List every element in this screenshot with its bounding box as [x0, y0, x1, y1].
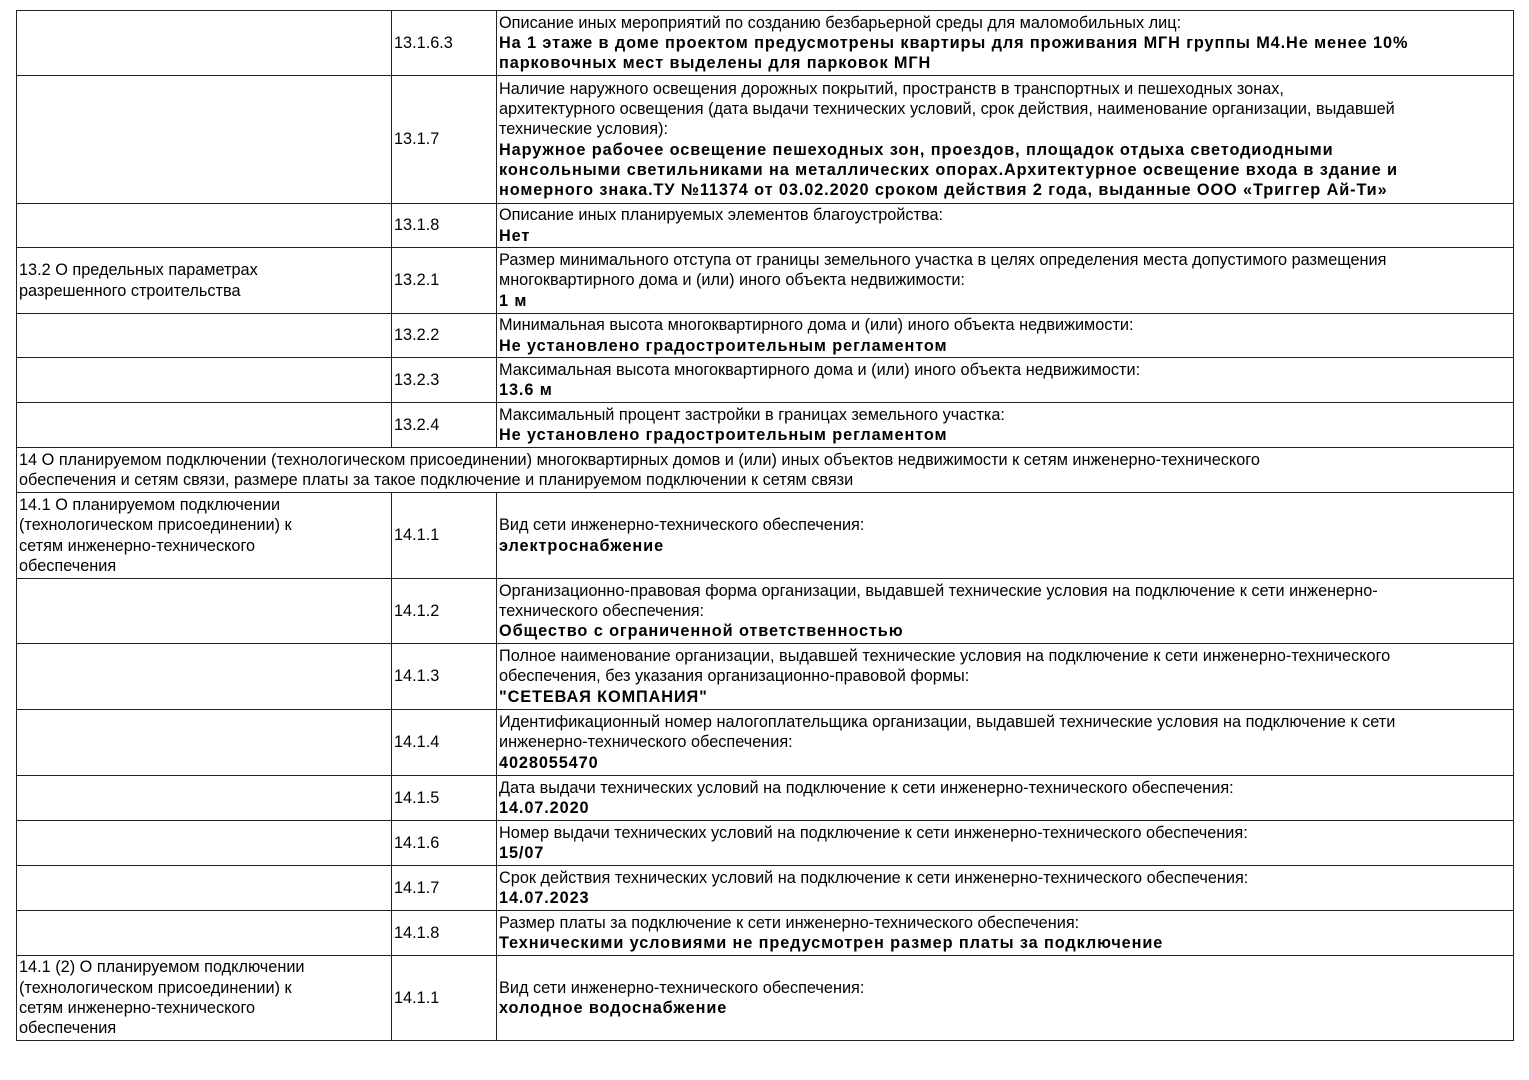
- section-cell: [17, 11, 392, 76]
- content-cell: [497, 710, 1514, 776]
- section-cell: [17, 248, 392, 314]
- field-label: технического обеспечения:: [499, 601, 705, 620]
- field-label: Номер выдачи технических условий на подключение к сети инженерно-технического обеспечения:: [499, 823, 1248, 842]
- field-label: Вид сети инженерно-технического обеспечения:: [499, 516, 865, 535]
- code-cell: [392, 644, 497, 710]
- item-code: 13.1.6.3: [394, 33, 453, 52]
- table-row: [17, 314, 1514, 358]
- field-label: Максимальная высота многоквартирного дома и (или) иного объекта недвижимости:: [499, 360, 1141, 379]
- code-cell: [392, 579, 497, 644]
- field-label: обеспечения, без указания организационно-правовой формы:: [499, 667, 970, 686]
- section-cell: [17, 644, 392, 710]
- table-row: [17, 248, 1514, 314]
- section-title: обеспечения: [19, 1019, 117, 1038]
- item-code: 14.1.1: [394, 988, 440, 1007]
- code-cell: [392, 776, 497, 821]
- table-row: [17, 866, 1514, 911]
- code-cell: [392, 358, 497, 403]
- table-row: [17, 911, 1514, 956]
- table-row: [17, 204, 1514, 248]
- field-label: Описание иных мероприятий по созданию безбарьерной среды для маломобильных лиц:: [499, 13, 1182, 32]
- section-title: обеспечения: [19, 556, 117, 575]
- field-value: парковочных мест выделены для парковок МГН: [499, 54, 932, 73]
- field-label: Полное наименование организации, выдавшей технические условия на подключение к сети инженерно-технического: [499, 647, 1391, 666]
- section-cell: [17, 821, 392, 866]
- section-title: 14.1 О планируемом подключении: [19, 495, 281, 514]
- section-cell: [17, 776, 392, 821]
- item-code: 14.1.7: [394, 878, 440, 897]
- section-cell: [17, 579, 392, 644]
- field-label: технические условия):: [499, 120, 669, 139]
- field-label: многоквартирного дома и (или) иного объекта недвижимости:: [499, 271, 965, 290]
- code-cell: [392, 11, 497, 76]
- content-cell: [497, 403, 1514, 448]
- field-value: 14.07.2020: [499, 799, 590, 817]
- table-row: [17, 11, 1514, 76]
- content-cell: [497, 314, 1514, 358]
- code-cell: [392, 710, 497, 776]
- field-value: 15/07: [499, 844, 545, 862]
- field-label: Дата выдачи технических условий на подключение к сети инженерно-технического обеспечения:: [499, 778, 1234, 797]
- code-cell: [392, 204, 497, 248]
- table-row: [17, 956, 1514, 1041]
- table-row: [17, 358, 1514, 403]
- item-code: 14.1.4: [394, 733, 440, 752]
- code-cell: [392, 493, 497, 579]
- content-cell: [497, 76, 1514, 204]
- content-cell: [497, 358, 1514, 403]
- section-cell: [17, 314, 392, 358]
- code-cell: [392, 76, 497, 204]
- code-cell: [392, 248, 497, 314]
- document-table: [16, 10, 1514, 1041]
- field-label: инженерно-технического обеспечения:: [499, 733, 793, 752]
- section-cell: [17, 204, 392, 248]
- section-header-text: обеспечения и сетям связи, размере платы за такое подключение и планируемом подключении к сетям связи: [19, 471, 854, 489]
- field-value: Техническими условиями не предусмотрен размер платы за подключение: [499, 934, 1164, 952]
- content-cell: [497, 493, 1514, 579]
- section-header-text: 14 О планируемом подключении (технологическом присоединении) многоквартирных домов и (или) иных объектов недвижимости к сетям инженерно-технического: [19, 450, 1260, 469]
- content-cell: [497, 11, 1514, 76]
- item-code: 13.1.7: [394, 130, 440, 149]
- table-row: [17, 448, 1514, 493]
- table-row: [17, 76, 1514, 204]
- field-value: электроснабжение: [499, 536, 665, 555]
- item-code: 14.1.3: [394, 667, 440, 686]
- section-cell: [17, 956, 392, 1041]
- section-title: (технологическом присоединении) к: [19, 978, 292, 997]
- item-code: 13.2.4: [394, 415, 440, 434]
- section-title: сетям инженерно-технического: [19, 536, 256, 555]
- section-cell: [17, 911, 392, 956]
- table-row: [17, 403, 1514, 448]
- field-value: На 1 этаже в доме проектом предусмотрены квартиры для проживания МГН группы М4.Не менее 10%: [499, 33, 1409, 52]
- field-value: холодное водоснабжение: [499, 999, 728, 1017]
- section-title: 14.1 (2) О планируемом подключении: [19, 958, 305, 977]
- section-cell: [17, 76, 392, 204]
- field-label: Размер минимального отступа от границы земельного участка в целях определения места допустимого размещения: [499, 251, 1387, 270]
- content-cell: [497, 248, 1514, 314]
- field-label: Организационно-правовая форма организации, выдавшей технические условия на подключение к сети инженерно-: [499, 581, 1378, 600]
- section-cell: [17, 358, 392, 403]
- section-title: 13.2 О предельных параметрах: [19, 261, 258, 280]
- item-code: 13.2.1: [394, 271, 440, 290]
- table-row: [17, 493, 1514, 579]
- item-code: 14.1.6: [394, 833, 440, 852]
- field-value: Не установлено градостроительным регламентом: [499, 336, 948, 355]
- field-label: Срок действия технических условий на подключение к сети инженерно-технического обеспечения:: [499, 868, 1249, 887]
- field-label: Минимальная высота многоквартирного дома и (или) иного объекта недвижимости:: [499, 316, 1134, 335]
- table-row: [17, 579, 1514, 644]
- field-value: 13.6 м: [499, 381, 553, 399]
- code-cell: [392, 403, 497, 448]
- content-cell: [497, 956, 1514, 1041]
- field-label: Размер платы за подключение к сети инженерно-технического обеспечения:: [499, 913, 1080, 932]
- table-row: [17, 821, 1514, 866]
- item-code: 13.2.3: [394, 370, 440, 389]
- table-row: [17, 776, 1514, 821]
- table-row: [17, 644, 1514, 710]
- field-label: Вид сети инженерно-технического обеспечения:: [499, 978, 865, 997]
- section-title: сетям инженерно-технического: [19, 999, 256, 1017]
- field-value: номерного знака.ТУ №11374 от 03.02.2020 сроком действия 2 года, выданные ООО «Триггер Ай-Ти»: [499, 181, 1388, 200]
- section-cell: [17, 403, 392, 448]
- field-value: 1 м: [499, 291, 528, 310]
- section-title: разрешенного строительства: [19, 281, 241, 300]
- field-label: Идентификационный номер налогоплательщика организации, выдавшей технические условия на подключение к сети: [499, 713, 1396, 732]
- code-cell: [392, 314, 497, 358]
- content-cell: [497, 579, 1514, 644]
- content-cell: [497, 776, 1514, 821]
- code-cell: [392, 821, 497, 866]
- content-cell: [497, 911, 1514, 956]
- content-cell: [497, 644, 1514, 710]
- section-title: (технологическом присоединении) к: [19, 516, 292, 535]
- item-code: 14.1.1: [394, 526, 440, 545]
- field-value: Нет: [499, 226, 531, 245]
- field-label: Описание иных планируемых элементов благоустройства:: [499, 206, 944, 225]
- field-value: Не установлено градостроительным регламентом: [499, 426, 948, 444]
- section-header-cell: [17, 448, 1514, 493]
- content-cell: [497, 821, 1514, 866]
- item-code: 14.1.2: [394, 601, 440, 620]
- field-value: "СЕТЕВАЯ КОМПАНИЯ": [499, 687, 708, 706]
- item-code: 14.1.8: [394, 923, 440, 942]
- field-label: архитектурного освещения (дата выдачи технических условий, срок действия, наименование организации, выдавшей: [499, 99, 1395, 118]
- field-value: Наружное рабочее освещение пешеходных зон, проездов, площадок отдыха светодиодными: [499, 140, 1334, 159]
- field-value: Общество с ограниченной ответственностью: [499, 622, 904, 641]
- code-cell: [392, 956, 497, 1041]
- section-cell: [17, 866, 392, 911]
- table-row: [17, 710, 1514, 776]
- code-cell: [392, 866, 497, 911]
- field-value: консольными светильниками на металлических опорах.Архитектурное освещение входа в здание и: [499, 160, 1398, 179]
- section-cell: [17, 493, 392, 579]
- section-cell: [17, 710, 392, 776]
- content-cell: [497, 204, 1514, 248]
- field-label: Максимальный процент застройки в границах земельного участка:: [499, 405, 1005, 424]
- item-code: 14.1.5: [394, 788, 440, 807]
- item-code: 13.1.8: [394, 216, 440, 235]
- field-label: Наличие наружного освещения дорожных покрытий, пространств в транспортных и пешеходных зонах,: [499, 79, 1284, 98]
- code-cell: [392, 911, 497, 956]
- field-value: 14.07.2023: [499, 889, 590, 907]
- item-code: 13.2.2: [394, 326, 440, 345]
- content-cell: [497, 866, 1514, 911]
- field-value: 4028055470: [499, 753, 599, 772]
